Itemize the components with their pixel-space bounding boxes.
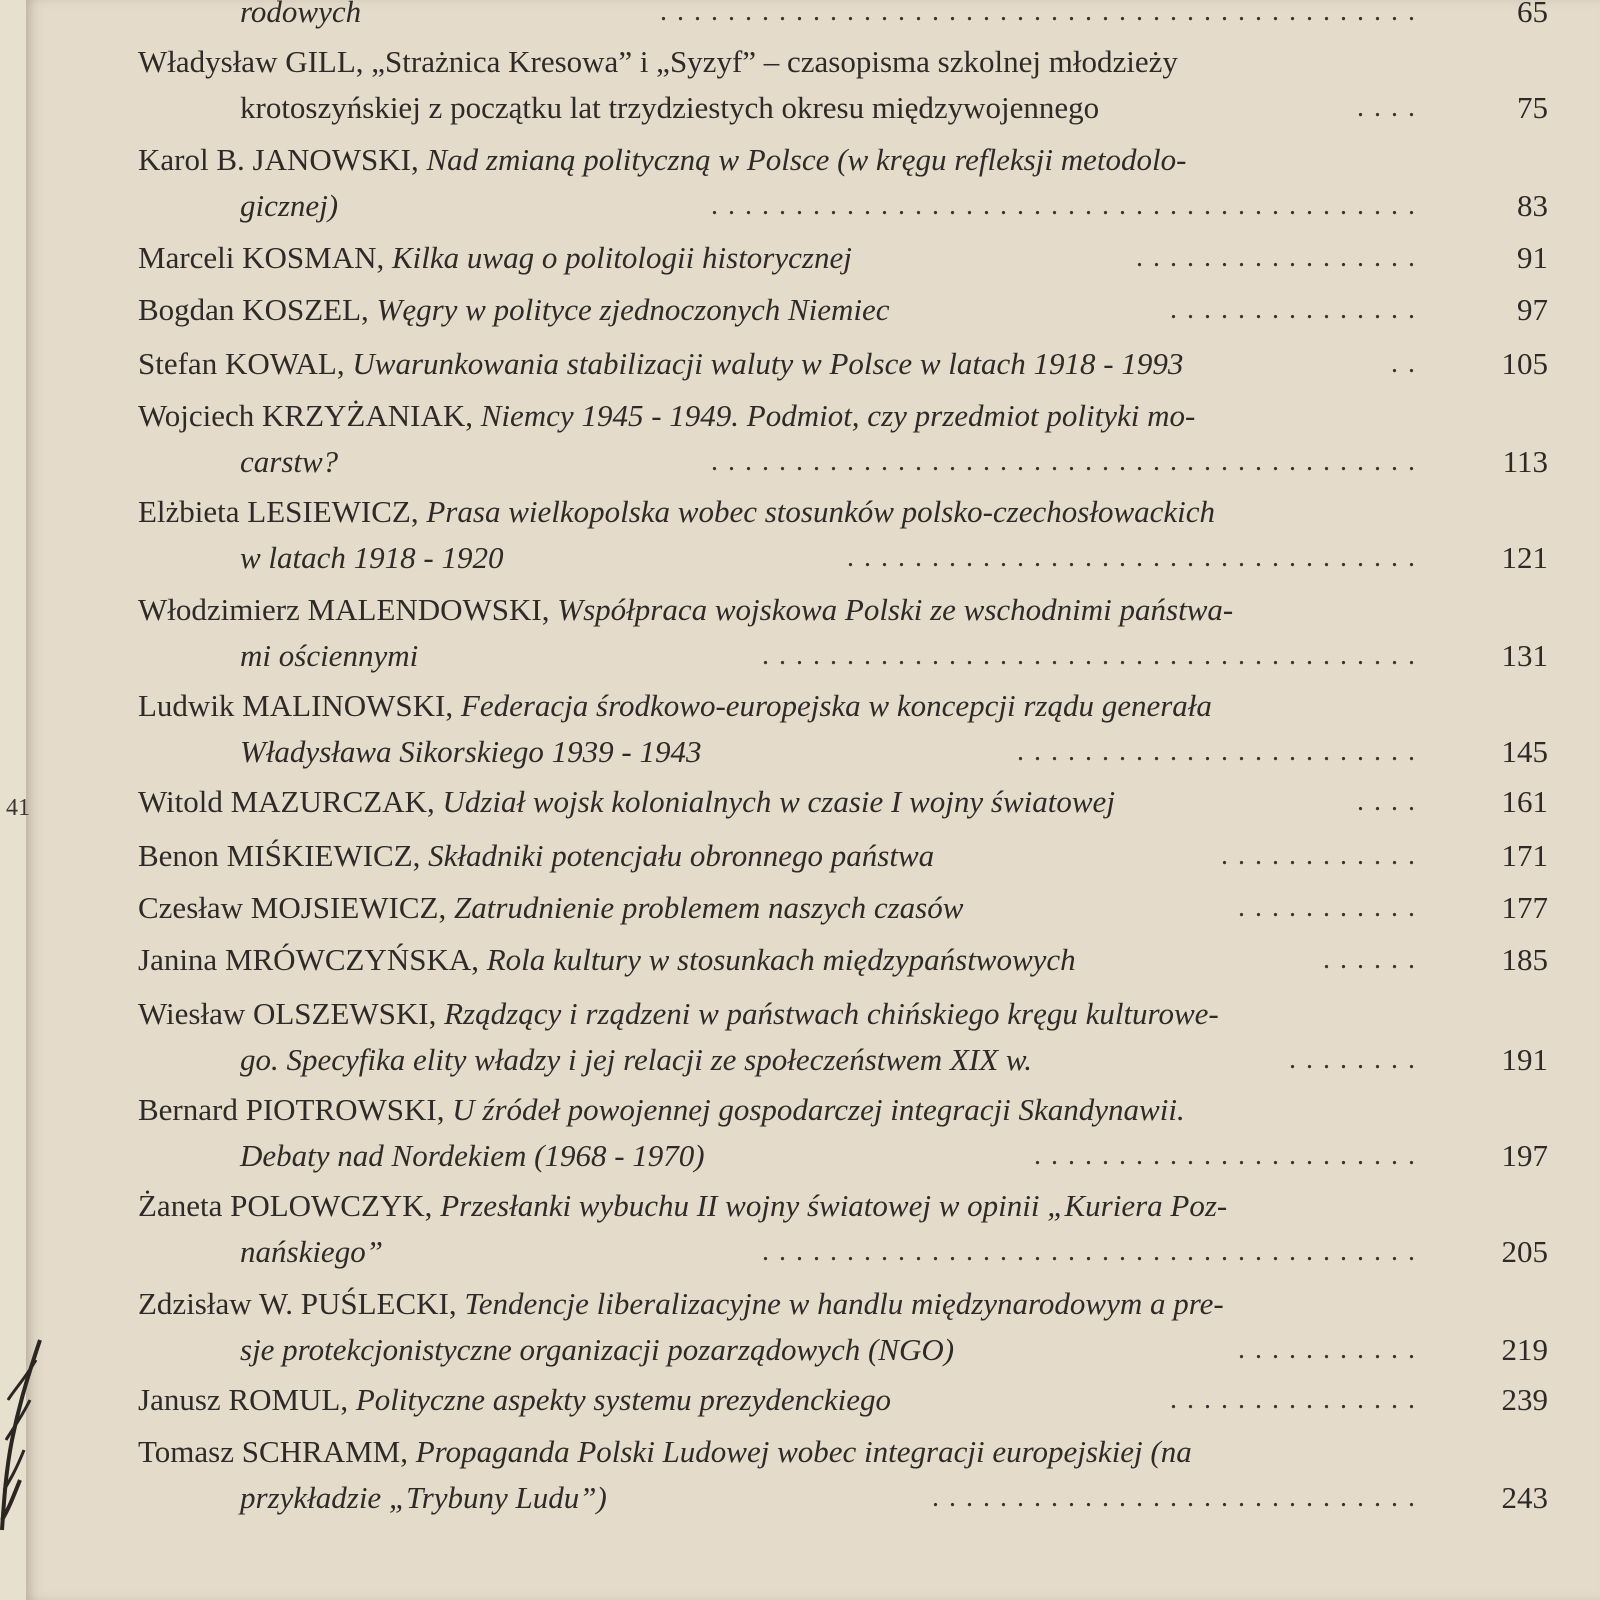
article-title-plain: „Strażnica Kresowa” i „Syzyf” – czasopisma szkolnej młodzieży: [371, 44, 1178, 79]
author-name: Wiesław OLSZEWSKI,: [138, 996, 445, 1031]
author-name: Bogdan KOSZEL,: [138, 292, 377, 327]
toc-line-text: [138, 238, 852, 278]
page-number: 205: [1501, 1234, 1548, 1269]
toc-line: [0, 1380, 1600, 1420]
article-title: gicznej): [240, 188, 339, 223]
dot-leader: ..........................................: [711, 446, 1425, 477]
toc-line-text: [240, 1478, 607, 1518]
dot-leader: .............................: [932, 1482, 1425, 1513]
article-title: Węgry w polityce zjednoczonych Niemiec: [376, 292, 890, 327]
toc-line: [0, 636, 1600, 676]
author-name: Janusz ROMUL,: [138, 1382, 356, 1417]
page-number: 171: [1501, 838, 1548, 873]
article-title: carstw?: [240, 444, 339, 479]
article-title: Tendencje liberalizacyjne w handlu międzynarodowym a pre-: [464, 1286, 1224, 1321]
toc-line-text: [138, 940, 1076, 980]
toc-line-text: [138, 1432, 1192, 1472]
toc-line-text: [240, 442, 338, 482]
page-number: 197: [1501, 1138, 1548, 1173]
author-name: Władysław GILL,: [138, 44, 372, 79]
toc-line: [0, 0, 1600, 32]
toc-line: [0, 1478, 1600, 1518]
page-number: 91: [1517, 240, 1548, 275]
author-name: Janina MRÓWCZYŃSKA,: [138, 942, 487, 977]
toc-line: [0, 42, 1600, 82]
author-name: Czesław MOJSIEWICZ,: [138, 890, 454, 925]
page-number: 219: [1501, 1332, 1548, 1367]
article-title: mi ościennymi: [240, 638, 419, 673]
toc-line: [0, 344, 1600, 384]
author-name: Żaneta POLOWCZYK,: [138, 1188, 441, 1223]
article-title: Debaty nad Nordekiem (1968 - 1970): [240, 1138, 705, 1173]
toc-line-text: [138, 1186, 1227, 1226]
article-title: Federacja środkowo-europejska w koncepcji rządu generała: [460, 688, 1212, 723]
toc-line: [0, 442, 1600, 482]
toc-line: [0, 732, 1600, 772]
page-number: 97: [1517, 292, 1548, 327]
page-number: 121: [1501, 540, 1548, 575]
toc-line-text: [138, 396, 1195, 436]
dot-leader: ..................................: [847, 542, 1425, 573]
author-name: Bernard PIOTROWSKI,: [138, 1092, 453, 1127]
toc-line: [0, 1040, 1600, 1080]
article-title: Składniki potencjału obronnego państwa: [428, 838, 935, 873]
article-title: nańskiego”: [240, 1234, 383, 1269]
toc-line-text: [240, 1040, 1032, 1080]
article-title: Rządzący i rządzeni w państwach chińskiego kręgu kulturowe-: [444, 996, 1219, 1031]
article-title: Prasa wielkopolska wobec stosunków polsko-czechosłowackich: [426, 494, 1216, 529]
toc-line-text: [138, 344, 1183, 384]
dot-leader: .................: [1136, 242, 1425, 273]
page-number: 185: [1501, 942, 1548, 977]
toc-line-text: [240, 88, 1099, 128]
toc-line-text: [240, 1330, 954, 1370]
page-number: 65: [1517, 0, 1548, 29]
article-title: Polityczne aspekty systemu prezydenckiego: [355, 1382, 891, 1417]
dot-leader: ........: [1289, 1044, 1425, 1075]
article-title: U źródeł powojennej gospodarczej integracji Skandynawii.: [452, 1092, 1185, 1127]
toc-line: [0, 88, 1600, 128]
article-title: Uwarunkowania stabilizacji waluty w Polsce w latach 1918 - 1993: [352, 346, 1184, 381]
toc-line: [0, 1136, 1600, 1176]
page-number: 75: [1517, 90, 1548, 125]
toc-line: [0, 1186, 1600, 1226]
toc-line-text: [240, 0, 361, 32]
author-name: Witold MAZURCZAK,: [138, 784, 443, 819]
toc-line: [0, 538, 1600, 578]
page-number: 105: [1501, 346, 1548, 381]
toc-line: [0, 590, 1600, 630]
toc-line-text: [138, 686, 1212, 726]
dot-leader: ..........................................: [711, 190, 1425, 221]
toc-line: [0, 186, 1600, 226]
toc-line: [0, 492, 1600, 532]
article-title: Udział wojsk kolonialnych w czasie I wojny światowej: [442, 784, 1115, 819]
toc-line: [0, 140, 1600, 180]
page-number: 161: [1501, 784, 1548, 819]
toc-line-text: [138, 1380, 891, 1420]
page-number: 243: [1501, 1480, 1548, 1515]
toc-line: [0, 238, 1600, 278]
toc-line-text: [138, 782, 1115, 822]
toc-line: [0, 686, 1600, 726]
toc-line-text: [240, 732, 702, 772]
toc-line-text: [240, 636, 418, 676]
toc-line-text: [240, 538, 504, 578]
author-name: Marceli KOSMAN,: [138, 240, 392, 275]
toc-line: [0, 836, 1600, 876]
toc-line-text: [138, 1090, 1185, 1130]
page-number: 191: [1501, 1042, 1548, 1077]
toc-line: [0, 940, 1600, 980]
dot-leader: .............................................: [660, 0, 1425, 27]
article-title: Propaganda Polski Ludowej wobec integracji europejskiej (na: [415, 1434, 1192, 1469]
article-title: przykładzie „Trybuny Ludu”): [240, 1480, 607, 1515]
author-name: Stefan KOWAL,: [138, 346, 353, 381]
toc-line-text: [138, 1284, 1224, 1324]
page-number: 239: [1501, 1382, 1548, 1417]
dot-leader: ........................: [1017, 736, 1425, 767]
dot-leader: ....: [1357, 92, 1425, 123]
dot-leader: ......: [1323, 944, 1425, 975]
article-title: Rola kultury w stosunkach międzypaństwowych: [486, 942, 1076, 977]
author-name: Benon MIŚKIEWICZ,: [138, 838, 429, 873]
page-number: 177: [1501, 890, 1548, 925]
toc-line-text: [240, 186, 338, 226]
dot-leader: .......................................: [762, 1236, 1425, 1267]
toc-line: [0, 1432, 1600, 1472]
margin-mark: 41: [6, 795, 30, 821]
toc-line-text: [240, 1232, 383, 1272]
toc-line-text: [138, 836, 934, 876]
toc-line-text: [138, 492, 1215, 532]
article-title: w latach 1918 - 1920: [240, 540, 504, 575]
dot-leader: ...........: [1238, 1334, 1425, 1365]
dot-leader: .......................: [1034, 1140, 1425, 1171]
article-title: Niemcy 1945 - 1949. Podmiot, czy przedmiot polityki mo-: [480, 398, 1196, 433]
article-title: rodowych: [240, 0, 362, 29]
dot-leader: ...............: [1170, 1384, 1425, 1415]
toc-line-text: [138, 42, 1178, 82]
article-title: Przesłanki wybuchu II wojny światowej w opinii „Kuriera Poz-: [440, 1188, 1228, 1223]
author-name: Karol B. JANOWSKI,: [138, 142, 427, 177]
toc-line: [0, 1232, 1600, 1272]
author-name: Wojciech KRZYŻANIAK,: [138, 398, 481, 433]
page-number: 131: [1501, 638, 1548, 673]
toc-line: [0, 1284, 1600, 1324]
toc-line: [0, 290, 1600, 330]
author-name: Ludwik MALINOWSKI,: [138, 688, 461, 723]
dot-leader: ....: [1357, 786, 1425, 817]
page-number: 83: [1517, 188, 1548, 223]
article-title: Kilka uwag o politologii historycznej: [392, 240, 852, 275]
article-title: Zatrudnienie problemem naszych czasów: [453, 890, 964, 925]
page-number: 145: [1501, 734, 1548, 769]
dot-leader: ...........: [1238, 892, 1425, 923]
toc-line: [0, 1330, 1600, 1370]
author-name: Tomasz SCHRAMM,: [138, 1434, 416, 1469]
dot-leader: ..: [1391, 348, 1425, 379]
article-title-plain: krotoszyńskiej z początku lat trzydziestych okresu międzywojennego: [240, 90, 1100, 125]
dot-leader: .......................................: [762, 640, 1425, 671]
article-title: Władysława Sikorskiego 1939 - 1943: [240, 734, 702, 769]
toc-line-text: [138, 290, 890, 330]
dot-leader: ............: [1221, 840, 1425, 871]
toc-line-text: [138, 590, 1233, 630]
toc-line-text: [138, 888, 963, 928]
toc-line: [0, 994, 1600, 1034]
toc-line-text: [138, 994, 1219, 1034]
dot-leader: ...............: [1170, 294, 1425, 325]
author-name: Zdzisław W. PUŚLECKI,: [138, 1286, 465, 1321]
toc-line-text: [138, 140, 1186, 180]
toc-line: [0, 1090, 1600, 1130]
article-title: Nad zmianą polityczną w Polsce (w kręgu refleksji metodolo-: [426, 142, 1187, 177]
article-title: Współpraca wojskowa Polski ze wschodnimi państwa-: [557, 592, 1234, 627]
page-number: 113: [1502, 444, 1548, 479]
article-title: go. Specyfika elity władzy i jej relacji ze społeczeństwem XIX w.: [240, 1042, 1033, 1077]
toc-line-text: [240, 1136, 705, 1176]
toc-line: [0, 888, 1600, 928]
author-name: Elżbieta LESIEWICZ,: [138, 494, 427, 529]
author-name: Włodzimierz MALENDOWSKI,: [138, 592, 558, 627]
toc-line: [0, 396, 1600, 436]
article-title: sje protekcjonistyczne organizacji pozarządowych (NGO): [240, 1332, 955, 1367]
toc-line: [0, 782, 1600, 822]
